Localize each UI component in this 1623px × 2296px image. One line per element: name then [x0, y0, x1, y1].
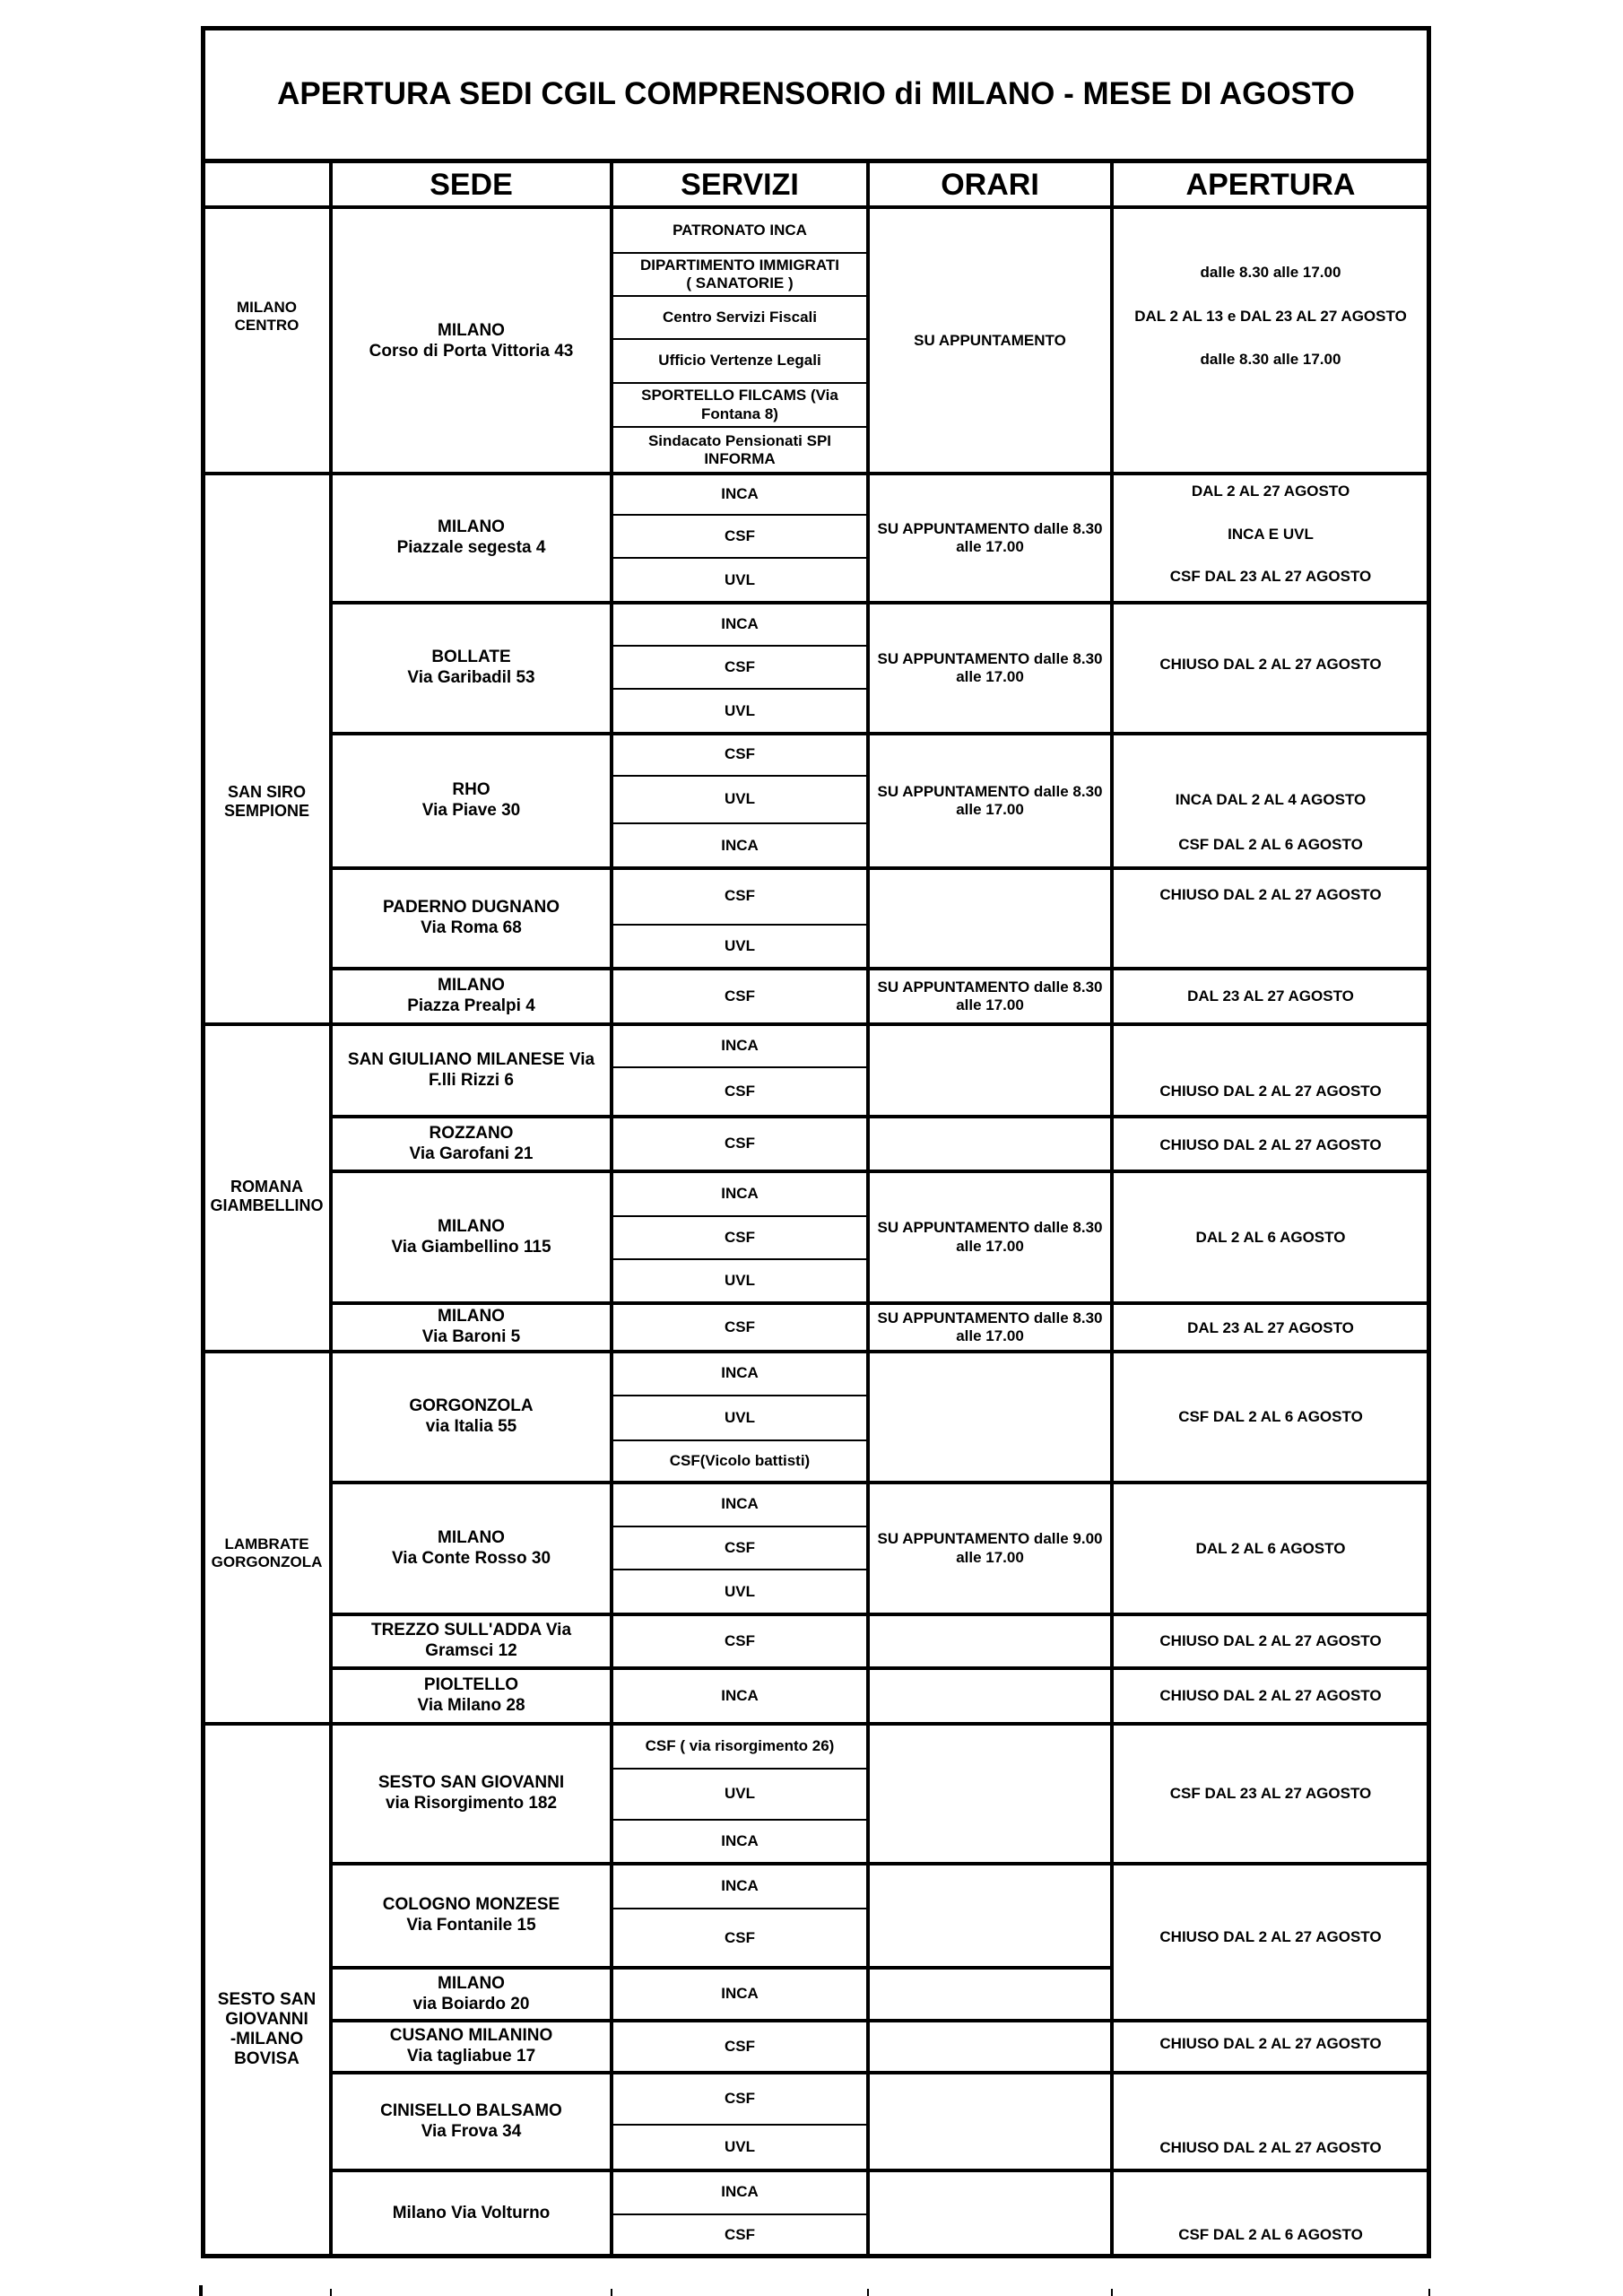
sede-name: PIOLTELLO Via Milano 28 — [417, 1675, 525, 1715]
orari-cell: SU APPUNTAMENTO dalle 8.30 alle 17.00 — [877, 1309, 1103, 1344]
service-cell: INCA — [721, 484, 759, 502]
apertura-divider — [1112, 2019, 1429, 2022]
column-rule-3 — [866, 161, 870, 2258]
orari-cell: SU APPUNTAMENTO dalle 8.30 alle 17.00 — [877, 782, 1103, 818]
service-cell: UVL — [725, 1272, 755, 1290]
service-cell: INCA — [721, 1985, 759, 2003]
service-cell: Sindacato Pensionati SPI INFORMA — [647, 431, 832, 467]
header-orari: ORARI — [941, 167, 1039, 202]
sede-name: CUSANO MILANINO Via tagliabue 17 — [389, 2026, 553, 2066]
next-table-top-left — [199, 2285, 203, 2296]
orari-cell: SU APPUNTAMENTO dalle 8.30 alle 17.00 — [877, 519, 1103, 555]
zone-name: SAN SIRO SEMPIONE — [223, 783, 310, 820]
next-table-tick-4 — [1428, 2289, 1430, 2296]
sede-name: GORGONZOLA via Italia 55 — [409, 1396, 534, 1436]
sede-name: Milano Via Volturno — [392, 2203, 551, 2222]
service-cell: Ufficio Vertenze Legali — [658, 352, 821, 370]
service-cell: CSF — [725, 1135, 755, 1152]
apertura-cell: CSF DAL 2 AL 6 AGOSTO — [1178, 835, 1363, 853]
service-cell: SPORTELLO FILCAMS (Via Fontana 8) — [641, 387, 838, 422]
apertura-cell: CSF DAL 2 AL 6 AGOSTO — [1178, 1407, 1363, 1425]
service-cell: DIPARTIMENTO IMMIGRATI ( SANATORIE ) — [640, 256, 839, 291]
service-cell: CSF — [725, 1083, 755, 1100]
apertura-cell: dalle 8.30 alle 17.00 — [1200, 263, 1341, 281]
sede-name: COLOGNO MONZESE Via Fontanile 15 — [382, 1895, 560, 1935]
service-cell: CSF ( via risorgimento 26) — [645, 1736, 835, 1754]
sede-name: ROZZANO Via Garofani 21 — [409, 1123, 534, 1163]
apertura-divider — [1112, 1115, 1429, 1118]
service-cell: CSF — [725, 657, 755, 675]
apertura-cell: CHIUSO DAL 2 AL 27 AGOSTO — [1159, 1135, 1382, 1153]
sede-name: BOLLATE Via Garibadil 53 — [407, 648, 535, 687]
apertura-cell: INCA E UVL — [1228, 525, 1314, 543]
apertura-divider — [1112, 1301, 1429, 1305]
next-table-tick-2 — [867, 2289, 869, 2296]
zone-name: SESTO SAN GIOVANNI -MILANO BOVISA — [217, 1990, 317, 2068]
service-cell: INCA — [721, 1495, 759, 1513]
apertura-divider — [1112, 2071, 1429, 2074]
service-cell: INCA — [721, 1036, 759, 1054]
apertura-cell: DAL 23 AL 27 AGOSTO — [1187, 1318, 1354, 1336]
zone-name: ROMANA GIAMBELLINO — [210, 1178, 324, 1214]
sede-name: SAN GIULIANO MILANESE Via F.lli Rizzi 6 — [347, 1049, 595, 1090]
next-table-tick-1 — [611, 2289, 612, 2296]
apertura-cell: DAL 2 AL 6 AGOSTO — [1195, 1539, 1346, 1557]
apertura-divider — [1112, 1481, 1429, 1484]
orari-cell: SU APPUNTAMENTO dalle 9.00 alle 17.00 — [877, 1530, 1103, 1566]
service-cell: INCA — [721, 2183, 759, 2201]
document-title: APERTURA SEDI CGIL COMPRENSORIO di MILANO - MESE DI AGOSTO — [277, 76, 1355, 111]
service-cell: UVL — [725, 1408, 755, 1426]
column-rule-2 — [610, 161, 613, 2258]
service-cell: CSF — [725, 1631, 755, 1649]
apertura-divider — [1112, 2169, 1429, 2172]
apertura-cell: CHIUSO DAL 2 AL 27 AGOSTO — [1159, 1927, 1382, 1945]
service-cell: CSF — [725, 2089, 755, 2107]
apertura-divider — [1112, 866, 1429, 870]
apertura-divider — [1112, 967, 1429, 970]
service-cell: UVL — [725, 937, 755, 955]
apertura-cell: INCA DAL 2 AL 4 AGOSTO — [1175, 790, 1367, 808]
header-apertura: APERTURA — [1185, 167, 1356, 202]
apertura-divider — [1112, 732, 1429, 735]
service-cell: CSF — [725, 887, 755, 905]
next-table-tick-3 — [1111, 2289, 1113, 2296]
apertura-cell: CHIUSO DAL 2 AL 27 AGOSTO — [1159, 1631, 1382, 1649]
apertura-divider — [1112, 1170, 1429, 1173]
sede-name: MILANO Piazzale segesta 4 — [396, 517, 546, 557]
apertura-divider — [1112, 1862, 1429, 1866]
service-cell: UVL — [725, 1785, 755, 1803]
service-cell: CSF — [725, 1538, 755, 1556]
service-cell: CSF — [725, 1928, 755, 1946]
header-sede: SEDE — [430, 167, 513, 202]
apertura-divider — [1112, 1022, 1429, 1026]
service-cell: INCA — [721, 1832, 759, 1850]
service-cell: Centro Servizi Fiscali — [663, 308, 817, 326]
sede-name: MILANO Via Baroni 5 — [421, 1307, 521, 1346]
sede-name: MILANO Piazza Prealpi 4 — [407, 976, 535, 1015]
apertura-divider — [1112, 1613, 1429, 1616]
next-table-tick-0 — [330, 2289, 332, 2296]
service-cell: PATRONATO INCA — [673, 222, 807, 239]
sede-name: TREZZO SULL'ADDA Via Gramsci 12 — [370, 1621, 572, 1660]
service-cell: UVL — [725, 2138, 755, 2156]
orari-cell: SU APPUNTAMENTO dalle 8.30 alle 17.00 — [877, 978, 1103, 1013]
service-cell: CSF — [725, 1228, 755, 1246]
sede-name: RHO Via Piave 30 — [421, 780, 521, 820]
service-cell: INCA — [721, 1184, 759, 1202]
service-cell: CSF — [725, 526, 755, 544]
service-cell: CSF — [725, 2226, 755, 2244]
apertura-cell: CSF DAL 23 AL 27 AGOSTO — [1169, 567, 1372, 585]
service-cell: CSF — [725, 1318, 755, 1335]
service-cell: INCA — [721, 1364, 759, 1382]
apertura-divider — [1112, 1722, 1429, 1726]
apertura-cell: CHIUSO DAL 2 AL 27 AGOSTO — [1159, 2034, 1382, 2052]
apertura-cell: CHIUSO DAL 2 AL 27 AGOSTO — [1159, 2138, 1382, 2156]
orari-cell: SU APPUNTAMENTO dalle 8.30 alle 17.00 — [877, 1219, 1103, 1255]
service-cell: CSF — [725, 2037, 755, 2055]
service-cell: UVL — [725, 790, 755, 808]
sede-name: CINISELLO BALSAMO Via Frova 34 — [380, 2100, 562, 2141]
apertura-cell: CHIUSO DAL 2 AL 27 AGOSTO — [1159, 655, 1382, 673]
apertura-cell: CHIUSO DAL 2 AL 27 AGOSTO — [1159, 1082, 1382, 1100]
apertura-cell: DAL 2 AL 27 AGOSTO — [1191, 482, 1350, 500]
service-cell: INCA — [721, 1876, 759, 1894]
apertura-cell: DAL 23 AL 27 AGOSTO — [1187, 987, 1354, 1004]
apertura-cell: CSF DAL 2 AL 6 AGOSTO — [1178, 2225, 1363, 2243]
apertura-cell: CHIUSO DAL 2 AL 27 AGOSTO — [1159, 885, 1382, 903]
apertura-cell: DAL 2 AL 6 AGOSTO — [1195, 1228, 1346, 1246]
apertura-cell: CSF DAL 23 AL 27 AGOSTO — [1169, 1784, 1372, 1802]
apertura-divider — [1112, 1350, 1429, 1353]
zone-name: LAMBRATE GORGONZOLA — [211, 1535, 323, 1570]
sede-name: MILANO Via Conte Rosso 30 — [391, 1527, 551, 1568]
sede-name: MILANO via Boiardo 20 — [412, 1973, 530, 2013]
column-rule-4 — [1110, 161, 1114, 2258]
service-cell: INCA — [721, 614, 759, 632]
orari-cell: SU APPUNTAMENTO dalle 8.30 alle 17.00 — [877, 649, 1103, 685]
service-cell: INCA — [721, 836, 759, 854]
apertura-cell: DAL 2 AL 13 e DAL 23 AL 27 AGOSTO — [1134, 307, 1407, 325]
service-cell: UVL — [725, 1582, 755, 1600]
service-cell: UVL — [725, 570, 755, 588]
orari-cell: SU APPUNTAMENTO — [914, 332, 1066, 350]
sede-name: MILANO Corso di Porta Vittoria 43 — [369, 320, 574, 361]
service-cell: CSF — [725, 745, 755, 763]
service-cell: CSF(Vicolo battisti) — [669, 1452, 811, 1470]
zone-name: MILANO CENTRO — [234, 299, 299, 334]
service-cell: CSF — [725, 987, 755, 1004]
sede-name: SESTO SAN GIOVANNI via Risorgimento 182 — [378, 1773, 565, 1813]
sede-name: PADERNO DUGNANO Via Roma 68 — [382, 898, 560, 937]
apertura-divider — [1112, 1666, 1429, 1670]
apertura-cell: CHIUSO DAL 2 AL 27 AGOSTO — [1159, 1686, 1382, 1704]
service-cell: UVL — [725, 701, 755, 719]
service-cell: INCA — [721, 1686, 759, 1704]
header-servizi: SERVIZI — [681, 167, 799, 202]
apertura-divider — [1112, 601, 1429, 604]
apertura-cell: dalle 8.30 alle 17.00 — [1200, 350, 1341, 368]
sede-name: MILANO Via Giambellino 115 — [391, 1216, 551, 1257]
